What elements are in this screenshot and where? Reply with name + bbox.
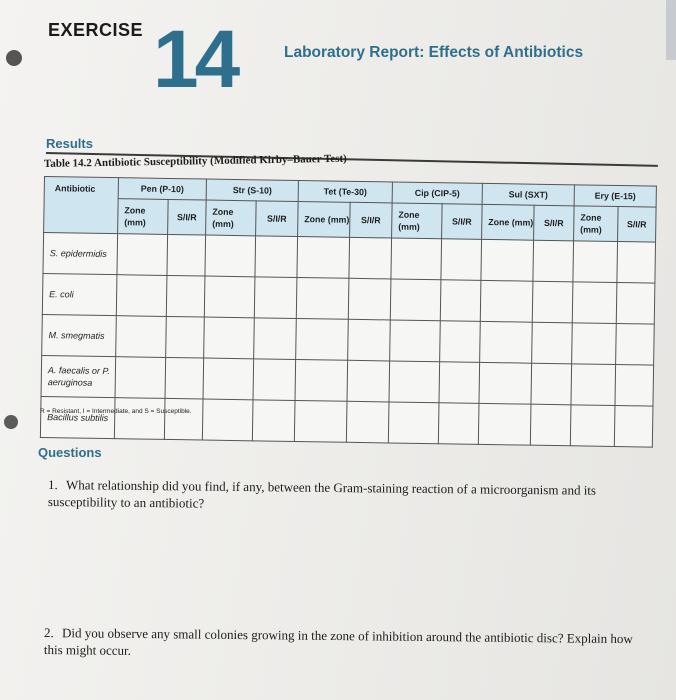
antibiotic-group-header: Sul (SXT) (482, 183, 574, 205)
antibiotic-group-header: Str (S-10) (206, 179, 298, 201)
zone-header: Zone (mm) (206, 200, 257, 236)
zone-entry-cell[interactable] (114, 398, 165, 440)
sir-entry-cell[interactable] (616, 324, 655, 366)
zone-entry-cell[interactable] (296, 277, 349, 319)
zone-entry-cell[interactable] (296, 318, 349, 360)
sir-header: S/I/R (350, 202, 393, 238)
zone-entry-cell[interactable] (117, 234, 168, 276)
sir-header: S/I/R (442, 204, 483, 240)
zone-entry-cell[interactable] (115, 357, 166, 399)
question-text: Did you observe any small colonies growing in the zone of inhibition around the antibiotic disc? Explain how this might occur. (43, 625, 633, 658)
sir-entry-cell[interactable] (252, 400, 295, 442)
sir-entry-cell[interactable] (166, 275, 205, 317)
zone-entry-cell[interactable] (480, 321, 533, 363)
sir-entry-cell[interactable] (530, 404, 571, 446)
table-footnote: R = Resistant, I = Intermediate, and S = Susceptible. (40, 408, 192, 415)
question-number: 2. (44, 625, 54, 641)
organism-label: E. coli (42, 273, 117, 315)
exercise-number: 14 (153, 14, 237, 105)
zone-entry-cell[interactable] (205, 235, 256, 277)
zone-entry-cell[interactable] (390, 320, 441, 362)
sir-entry-cell[interactable] (348, 278, 391, 320)
sir-entry-cell[interactable] (532, 281, 573, 323)
sir-entry-cell[interactable] (531, 363, 572, 405)
sir-header: S/I/R (256, 201, 299, 237)
question-1 (48, 476, 658, 516)
lab-report-title: Laboratory Report: Effects of Antibiotics (284, 44, 584, 61)
zone-entry-cell[interactable] (390, 279, 441, 321)
zone-entry-cell[interactable] (202, 399, 253, 441)
antibiotic-group-header: Tet (Te-30) (298, 180, 392, 202)
sir-entry-cell[interactable] (438, 403, 479, 445)
zone-entry-cell[interactable] (389, 361, 440, 403)
sir-entry-cell[interactable] (254, 318, 297, 360)
susceptibility-table-wrap (40, 176, 657, 448)
sir-header: S/I/R (618, 207, 657, 243)
sir-entry-cell[interactable] (440, 321, 481, 363)
zone-entry-cell[interactable] (294, 400, 347, 442)
sir-entry-cell[interactable] (346, 401, 389, 443)
sir-entry-cell[interactable] (441, 239, 482, 281)
binder-hole (4, 415, 18, 429)
organism-label: S. epidermidis (43, 233, 118, 275)
sir-entry-cell[interactable] (254, 277, 297, 319)
sir-entry-cell[interactable] (347, 360, 390, 402)
sir-entry-cell[interactable] (167, 234, 206, 276)
zone-entry-cell[interactable] (391, 238, 442, 280)
zone-entry-cell[interactable] (297, 236, 350, 278)
sir-entry-cell[interactable] (440, 280, 481, 322)
table-row (40, 396, 653, 447)
antibiotic-group-header: Cip (CIP-5) (392, 182, 482, 204)
sir-entry-cell[interactable] (617, 242, 656, 284)
zone-header: Zone (mm) (482, 204, 535, 240)
sir-entry-cell[interactable] (616, 283, 655, 325)
sir-header: S/I/R (168, 199, 207, 235)
exercise-label: EXERCISE (48, 20, 144, 40)
zone-header: Zone (mm) (118, 199, 169, 235)
zone-entry-cell[interactable] (480, 280, 533, 322)
sir-entry-cell[interactable] (348, 319, 391, 361)
sir-entry-cell[interactable] (439, 362, 480, 404)
question-2 (44, 624, 644, 664)
sir-entry-cell[interactable] (349, 237, 392, 279)
antibiotic-group-header: Ery (E-15) (574, 185, 656, 207)
zone-header: Zone (mm) (574, 206, 619, 242)
organism-label: A. faecalis or P. aeruginosa (41, 355, 116, 397)
zone-entry-cell[interactable] (572, 323, 617, 365)
sir-entry-cell[interactable] (164, 398, 203, 440)
zone-entry-cell[interactable] (572, 282, 617, 324)
sir-entry-cell[interactable] (255, 236, 298, 278)
organism-label: Bacillus subtilis (40, 396, 115, 438)
sir-entry-cell[interactable] (165, 357, 204, 399)
questions-heading: Questions (38, 445, 102, 460)
zone-entry-cell[interactable] (204, 317, 255, 359)
page-edge (666, 0, 676, 60)
sir-entry-cell[interactable] (533, 240, 574, 282)
zone-entry-cell[interactable] (479, 362, 532, 404)
zone-entry-cell[interactable] (573, 241, 618, 283)
sir-entry-cell[interactable] (532, 322, 573, 364)
zone-entry-cell[interactable] (204, 276, 255, 318)
question-text: What relationship did you find, if any, between the Gram-staining reaction of a microorganism and its susceptibility to an antibiotic? (47, 477, 597, 511)
zone-entry-cell[interactable] (116, 275, 167, 317)
table-caption: Table 14.2 Antibiotic Susceptibility (Modified Kirby–Bauer Test) (43, 152, 347, 170)
zone-entry-cell[interactable] (295, 359, 348, 401)
zone-entry-cell[interactable] (388, 402, 439, 444)
sir-entry-cell[interactable] (615, 365, 654, 407)
zone-entry-cell[interactable] (116, 316, 167, 358)
zone-entry-cell[interactable] (478, 403, 531, 445)
zone-entry-cell[interactable] (481, 239, 534, 281)
antibiotic-group-header: Pen (P-10) (118, 178, 206, 200)
sir-entry-cell[interactable] (166, 316, 205, 358)
zone-entry-cell[interactable] (571, 364, 616, 406)
sir-header: S/I/R (534, 205, 575, 241)
antibiotic-header: Antibiotic (44, 177, 119, 234)
zone-entry-cell[interactable] (570, 405, 615, 447)
organism-label: M. smegmatis (42, 314, 117, 356)
zone-header: Zone (mm) (392, 203, 443, 239)
sir-entry-cell[interactable] (614, 405, 653, 447)
zone-entry-cell[interactable] (203, 358, 254, 400)
results-heading: Results (46, 136, 93, 151)
binder-hole (6, 50, 22, 66)
question-number: 1. (48, 477, 58, 493)
susceptibility-table (40, 176, 657, 448)
zone-header: Zone (mm) (298, 201, 351, 237)
sir-entry-cell[interactable] (253, 359, 296, 401)
